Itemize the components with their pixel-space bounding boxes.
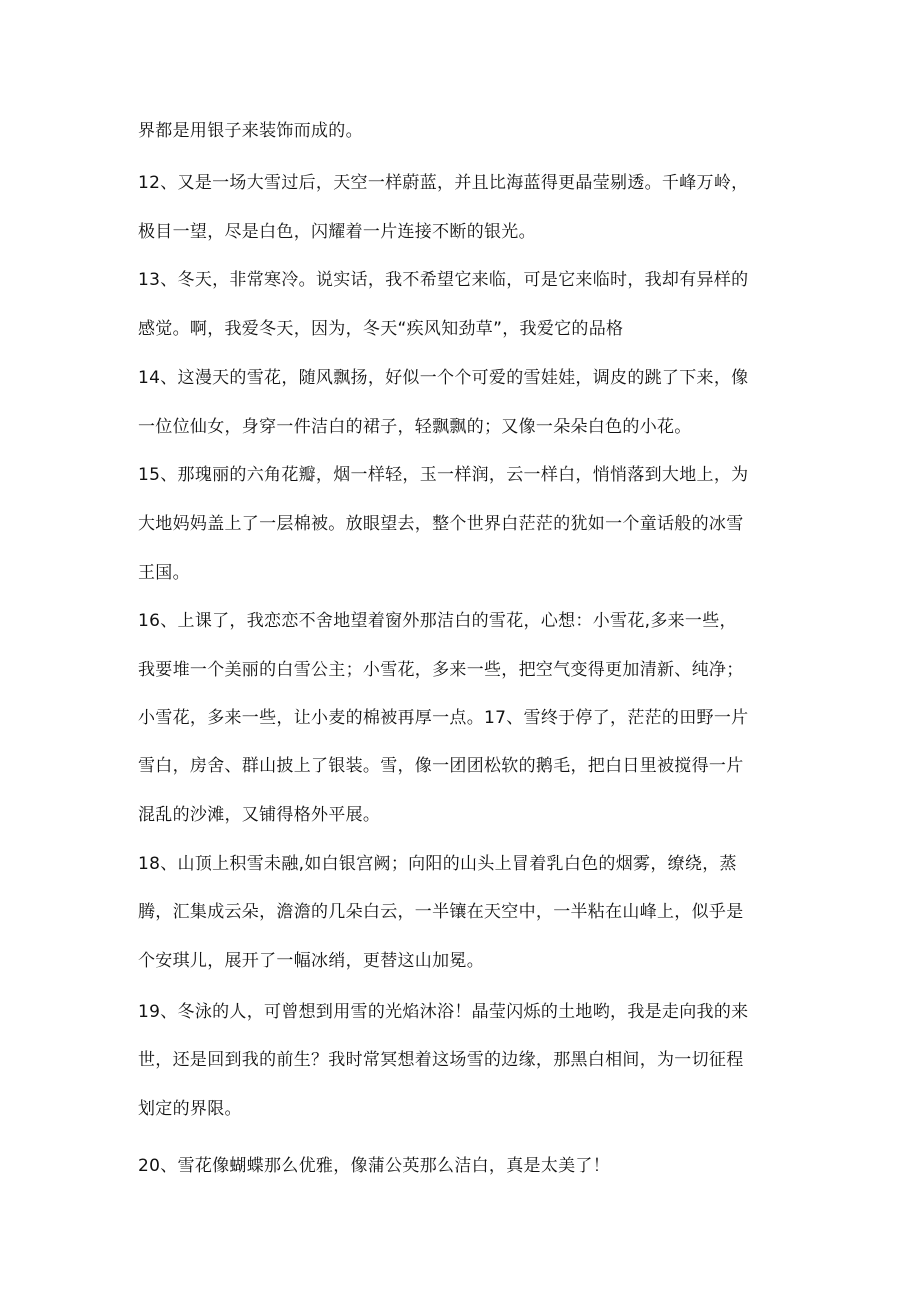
text-line: 感觉。啊，我爱冬天，因为，冬天“疾风知劲草”，我爱它的品格 bbox=[138, 319, 624, 339]
text-line: 划定的界限。 bbox=[138, 1099, 242, 1119]
text-line: 腾，汇集成云朵，澹澹的几朵白云，一半镶在天空中，一半粘在山峰上，似乎是 bbox=[138, 902, 744, 922]
text-line: 12、又是一场大雪过后，天空一样蔚蓝，并且比海蓝得更晶莹剔透。千峰万岭， bbox=[138, 173, 749, 193]
text-line: 混乱的沙滩，又铺得格外平展。 bbox=[138, 805, 381, 825]
text-line: 我要堆一个美丽的白雪公主；小雪花，多来一些，把空气变得更加清新、纯净； bbox=[138, 660, 744, 680]
text-line: 雪白，房舍、群山披上了银装。雪，像一团团松软的鹅毛，把白日里被搅得一片 bbox=[138, 756, 744, 776]
text-line: 小雪花，多来一些，让小麦的棉被再厚一点。17、雪终于停了，茫茫的田野一片 bbox=[138, 708, 749, 728]
text-line: 15、那瑰丽的六角花瓣，烟一样轻，玉一样润，云一样白，悄悄落到大地上，为 bbox=[138, 465, 749, 485]
text-line: 世，还是回到我的前生？我时常冥想着这场雪的边缘，那黑白相间，为一切征程 bbox=[138, 1050, 744, 1070]
text-line: 20、雪花像蝴蝶那么优雅，像蒲公英那么洁白，真是太美了！ bbox=[138, 1156, 611, 1176]
text-line: 18、山顶上积雪未融,如白银宫阙；向阳的山头上冒着乳白色的烟雾，缭绕，蒸 bbox=[138, 854, 737, 874]
text-line: 王国。 bbox=[138, 563, 190, 583]
text-line: 16、上课了，我恋恋不舍地望着窗外那洁白的雪花，心想：小雪花,多来一些， bbox=[138, 611, 737, 631]
text-line: 大地妈妈盖上了一层棉被。放眼望去，整个世界白茫茫的犹如一个童话般的冰雪 bbox=[138, 514, 744, 534]
text-line: 界都是用银子来装饰而成的。 bbox=[138, 121, 363, 141]
text-line: 14、这漫天的雪花，随风飘扬，好似一个个可爱的雪娃娃，调皮的跳了下来，像 bbox=[138, 368, 749, 388]
text-line: 个安琪儿，展开了一幅冰绡，更替这山加冕。 bbox=[138, 951, 484, 971]
text-line: 极目一望，尽是白色，闪耀着一片连接不断的银光。 bbox=[138, 222, 536, 242]
text-line: 13、冬天，非常寒冷。说实话，我不希望它来临，可是它来临时，我却有异样的 bbox=[138, 270, 749, 290]
text-line: 一位位仙女，身穿一件洁白的裙子，轻飘飘的；又像一朵朵白色的小花。 bbox=[138, 417, 692, 437]
text-line: 19、冬泳的人，可曾想到用雪的光焰沐浴！晶莹闪烁的土地哟，我是走向我的来 bbox=[138, 1002, 749, 1022]
